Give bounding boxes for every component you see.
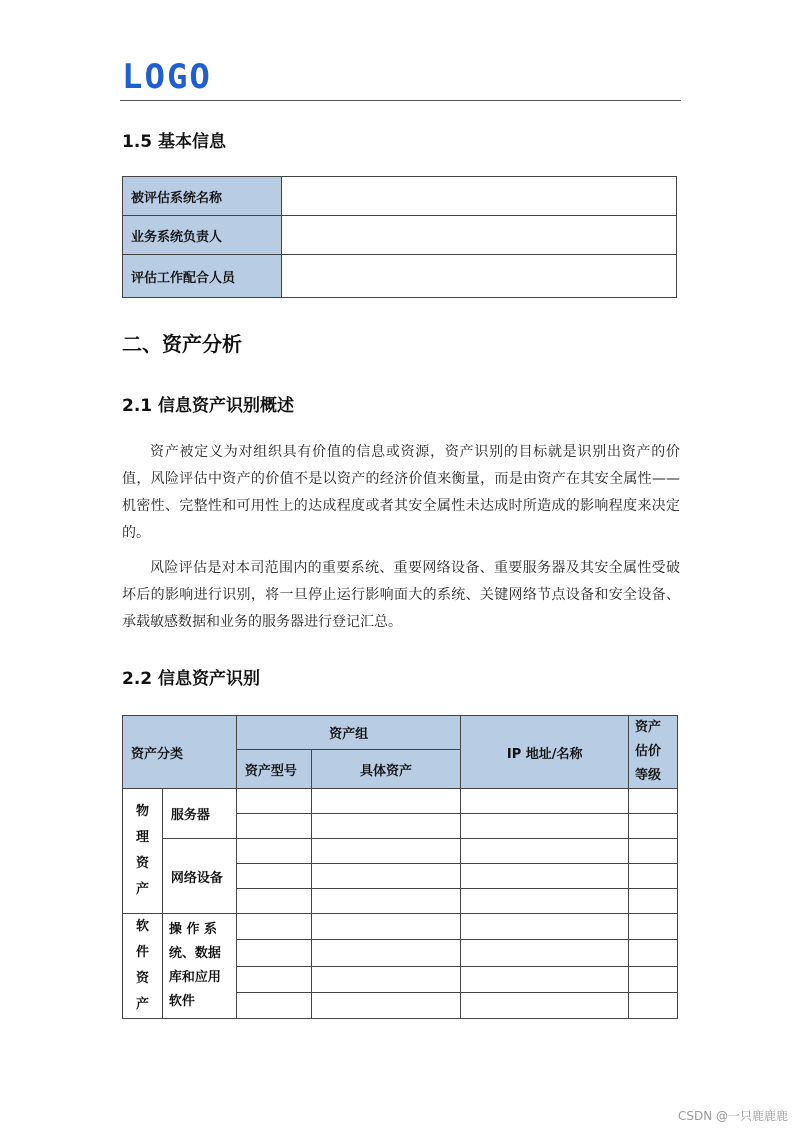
rating-header-line: 资产 — [635, 720, 662, 735]
asset-table — [122, 715, 678, 1019]
cell[interactable] — [311, 789, 461, 814]
software-char: 软 — [135, 919, 149, 934]
cell[interactable] — [629, 966, 678, 992]
physical-asset-label — [123, 789, 163, 914]
cell[interactable] — [461, 789, 629, 814]
physical-char: 物 — [135, 804, 149, 819]
table-row — [123, 914, 678, 940]
table-row — [123, 177, 677, 216]
cell[interactable] — [629, 992, 678, 1018]
paragraph-1: 资产被定义为对组织具有价值的信息或资源，资产识别的目标就是识别出资产的价值，风险评估中资产的价值不是以资产的经济价值来衡量，而是由资产在其安全属性——机密性、完整性和可用性上的达成程度或者其安全属性未达成时所造成的影响程度来决定的。 — [122, 444, 680, 541]
cell[interactable] — [311, 940, 461, 966]
cell[interactable] — [311, 889, 461, 914]
cell[interactable] — [461, 864, 629, 889]
table-row — [123, 216, 677, 255]
cell[interactable] — [236, 966, 311, 992]
cell[interactable] — [629, 789, 678, 814]
cell[interactable] — [461, 839, 629, 864]
rating-header-line: 估价 — [635, 744, 662, 759]
system-name-label: 被评估系统名称 — [123, 177, 282, 216]
cell[interactable] — [311, 839, 461, 864]
software-char: 资 — [135, 971, 149, 986]
cell[interactable] — [311, 914, 461, 940]
cell[interactable] — [236, 864, 311, 889]
staff-label: 评估工作配合人员 — [123, 255, 282, 298]
cell[interactable] — [236, 889, 311, 914]
software-asset-label — [123, 914, 163, 1019]
cell[interactable] — [236, 914, 311, 940]
specific-asset-header: 具体资产 — [311, 750, 461, 789]
section-2-1-title: 2.1 信息资产识别概述 — [122, 396, 295, 416]
physical-char: 产 — [135, 882, 149, 897]
cell[interactable] — [629, 914, 678, 940]
table-row — [123, 839, 678, 864]
owner-value[interactable] — [282, 216, 677, 255]
cell[interactable] — [311, 992, 461, 1018]
asset-model-header: 资产型号 — [236, 750, 311, 789]
table-row — [123, 255, 677, 298]
logo: LOGO — [122, 57, 212, 97]
physical-char: 资 — [135, 856, 149, 871]
asset-category-header: 资产分类 — [123, 716, 237, 789]
cell[interactable] — [461, 966, 629, 992]
cell[interactable] — [629, 839, 678, 864]
cell[interactable] — [629, 889, 678, 914]
network-device-label: 网络设备 — [162, 839, 236, 914]
os-db-app-line: 操 作 系 — [168, 922, 217, 937]
server-label: 服务器 — [162, 789, 236, 839]
staff-value[interactable] — [282, 255, 677, 298]
section-1-5-title: 1.5 基本信息 — [122, 132, 227, 152]
cell[interactable] — [629, 864, 678, 889]
cell[interactable] — [629, 940, 678, 966]
paragraph-2: 风险评估是对本司范围内的重要系统、重要网络设备、重要服务器及其安全属性受破坏后的影响进行识别，将一旦停止运行影响面大的系统、关键网络节点设备和安全设备、承载敏感数据和业务的服务器进行登记汇总。 — [122, 560, 680, 630]
watermark: CSDN @一只鹿鹿鹿 — [677, 1109, 788, 1123]
rating-header — [629, 716, 678, 789]
asset-group-header: 资产组 — [236, 716, 461, 750]
owner-label: 业务系统负责人 — [123, 216, 282, 255]
software-char: 产 — [135, 997, 149, 1012]
rating-header-line: 等级 — [635, 768, 662, 783]
basic-info-table — [122, 176, 677, 298]
cell[interactable] — [311, 864, 461, 889]
cell[interactable] — [311, 814, 461, 839]
section-2-2-title: 2.2 信息资产识别 — [122, 669, 261, 689]
cell[interactable] — [629, 814, 678, 839]
section-2-title: 二、资产分析 — [122, 332, 242, 356]
ip-header: IP 地址/名称 — [461, 716, 629, 789]
system-name-value[interactable] — [282, 177, 677, 216]
cell[interactable] — [461, 992, 629, 1018]
physical-char: 理 — [135, 830, 149, 845]
cell[interactable] — [461, 914, 629, 940]
os-db-app-label — [162, 914, 236, 1019]
os-db-app-line: 软件 — [168, 994, 195, 1009]
cell[interactable] — [236, 789, 311, 814]
cell[interactable] — [236, 814, 311, 839]
os-db-app-line: 统、数据 — [168, 946, 221, 961]
cell[interactable] — [461, 889, 629, 914]
cell[interactable] — [236, 992, 311, 1018]
cell[interactable] — [311, 966, 461, 992]
cell[interactable] — [236, 940, 311, 966]
cell[interactable] — [236, 839, 311, 864]
software-char: 件 — [135, 945, 149, 960]
table-row — [123, 789, 678, 814]
cell[interactable] — [461, 814, 629, 839]
os-db-app-line: 库和应用 — [168, 970, 221, 985]
header-divider — [120, 100, 681, 101]
cell[interactable] — [461, 940, 629, 966]
